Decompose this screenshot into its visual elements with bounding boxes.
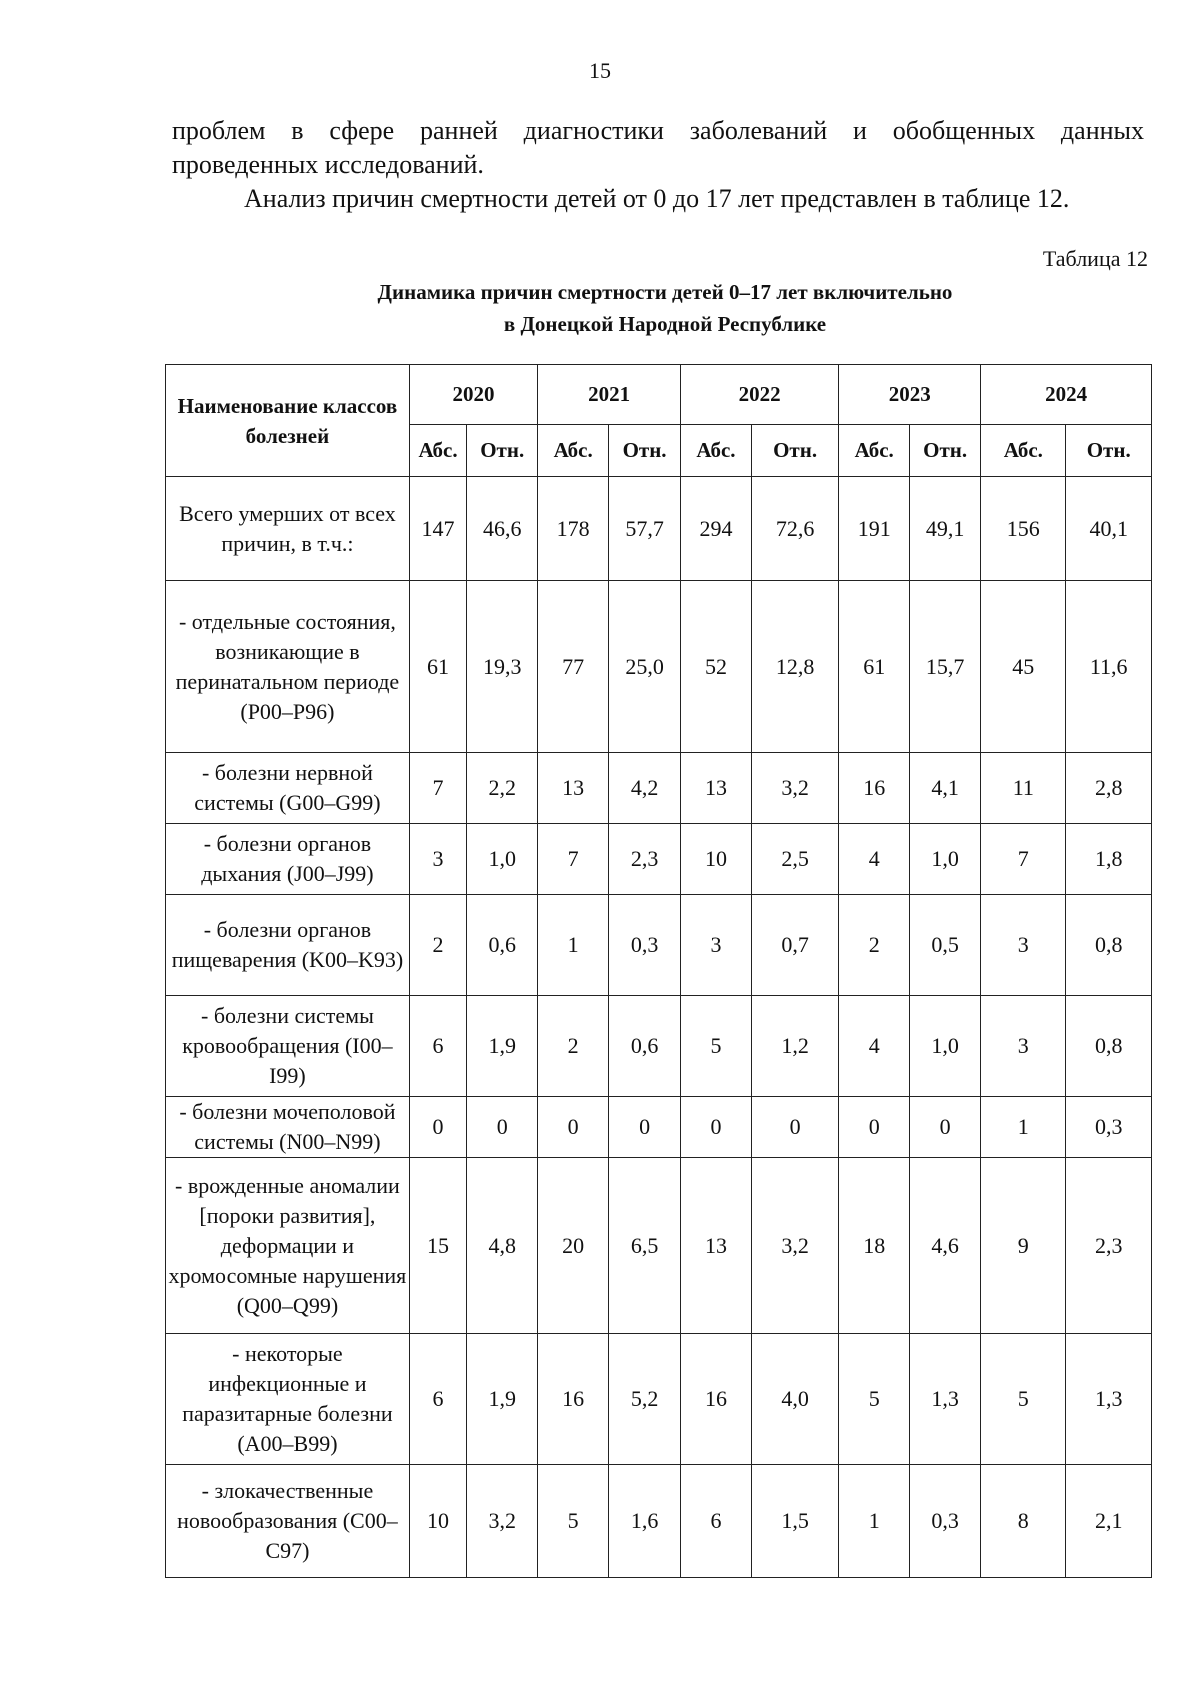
cell-rel-2020: 1,9 bbox=[467, 1334, 538, 1465]
table-title bbox=[0, 276, 1200, 340]
cell-abs-2022: 52 bbox=[681, 581, 752, 753]
cell-abs-2023: 4 bbox=[839, 996, 910, 1097]
cell-abs-2023: 5 bbox=[839, 1334, 910, 1465]
table-row bbox=[166, 1334, 1152, 1465]
cell-rel-2022: 12,8 bbox=[751, 581, 838, 753]
cell-abs-2024: 156 bbox=[981, 477, 1066, 581]
cell-rel-2021: 0 bbox=[609, 1097, 681, 1158]
cell-rel-2024: 2,3 bbox=[1066, 1158, 1152, 1334]
cell-abs-2022: 13 bbox=[681, 753, 752, 824]
cell-abs-2021: 2 bbox=[538, 996, 609, 1097]
cell-rel-2023: 49,1 bbox=[910, 477, 981, 581]
header-rel: Отн. bbox=[1066, 425, 1152, 477]
paragraph-intro-line1: проблем в сфере ранней диагностики заболеваний и обобщенных данных bbox=[172, 116, 1144, 145]
cell-abs-2021: 77 bbox=[538, 581, 609, 753]
cell-rel-2024: 0,3 bbox=[1066, 1097, 1152, 1158]
cell-rel-2020: 1,0 bbox=[467, 824, 538, 895]
cell-abs-2021: 16 bbox=[538, 1334, 609, 1465]
header-rel: Отн. bbox=[609, 425, 681, 477]
row-name: - болезни органов пищеварения (K00–K93) bbox=[166, 895, 410, 996]
cell-rel-2023: 1,3 bbox=[910, 1334, 981, 1465]
cell-abs-2022: 16 bbox=[681, 1334, 752, 1465]
cell-rel-2020: 0,6 bbox=[467, 895, 538, 996]
cell-abs-2024: 9 bbox=[981, 1158, 1066, 1334]
cell-abs-2024: 3 bbox=[981, 895, 1066, 996]
row-name: - болезни мочеполовой системы (N00–N99) bbox=[166, 1097, 410, 1158]
cell-abs-2024: 7 bbox=[981, 824, 1066, 895]
row-name: - некоторые инфекционные и паразитарные болезни (A00–B99) bbox=[166, 1334, 410, 1465]
cell-abs-2020: 61 bbox=[409, 581, 466, 753]
table-row bbox=[166, 895, 1152, 996]
table-row bbox=[166, 1158, 1152, 1334]
table-row bbox=[166, 996, 1152, 1097]
cell-abs-2020: 0 bbox=[409, 1097, 466, 1158]
cell-rel-2022: 3,2 bbox=[751, 753, 838, 824]
cell-abs-2024: 8 bbox=[981, 1465, 1066, 1578]
cell-abs-2021: 178 bbox=[538, 477, 609, 581]
header-year-2021: 2021 bbox=[538, 365, 681, 425]
table-title-line2: в Донецкой Народной Республике bbox=[503, 312, 827, 336]
row-name: - болезни системы кровообращения (I00–I99) bbox=[166, 996, 410, 1097]
cell-rel-2024: 2,1 bbox=[1066, 1465, 1152, 1578]
cell-abs-2024: 3 bbox=[981, 996, 1066, 1097]
cell-rel-2021: 25,0 bbox=[609, 581, 681, 753]
cell-rel-2024: 1,8 bbox=[1066, 824, 1152, 895]
cell-abs-2021: 13 bbox=[538, 753, 609, 824]
cell-rel-2020: 46,6 bbox=[467, 477, 538, 581]
cell-abs-2020: 6 bbox=[409, 1334, 466, 1465]
cell-abs-2023: 16 bbox=[839, 753, 910, 824]
cell-abs-2023: 0 bbox=[839, 1097, 910, 1158]
cell-rel-2023: 0 bbox=[910, 1097, 981, 1158]
cell-rel-2023: 1,0 bbox=[910, 996, 981, 1097]
header-row-years bbox=[166, 365, 1152, 425]
cell-rel-2022: 1,2 bbox=[751, 996, 838, 1097]
cell-abs-2024: 11 bbox=[981, 753, 1066, 824]
cell-rel-2021: 6,5 bbox=[609, 1158, 681, 1334]
cell-rel-2022: 72,6 bbox=[751, 477, 838, 581]
cell-abs-2020: 3 bbox=[409, 824, 466, 895]
cell-abs-2023: 191 bbox=[839, 477, 910, 581]
cell-rel-2024: 1,3 bbox=[1066, 1334, 1152, 1465]
cell-rel-2024: 40,1 bbox=[1066, 477, 1152, 581]
table-title-line1: Динамика причин смертности детей 0–17 лет включительно bbox=[377, 280, 953, 304]
header-abs: Абс. bbox=[681, 425, 752, 477]
table-row bbox=[166, 1465, 1152, 1578]
header-year-2023: 2023 bbox=[839, 365, 981, 425]
cell-rel-2022: 0,7 bbox=[751, 895, 838, 996]
cell-abs-2021: 20 bbox=[538, 1158, 609, 1334]
cell-abs-2020: 7 bbox=[409, 753, 466, 824]
cell-abs-2023: 1 bbox=[839, 1465, 910, 1578]
cell-rel-2020: 0 bbox=[467, 1097, 538, 1158]
row-name: - злокачественные новообразования (C00–C97) bbox=[166, 1465, 410, 1578]
cell-rel-2021: 4,2 bbox=[609, 753, 681, 824]
paragraph-intro-line2: проведенных исследований. bbox=[172, 150, 484, 179]
cell-rel-2023: 0,3 bbox=[910, 1465, 981, 1578]
cell-abs-2024: 1 bbox=[981, 1097, 1066, 1158]
table-row bbox=[166, 753, 1152, 824]
cell-rel-2023: 15,7 bbox=[910, 581, 981, 753]
header-abs: Абс. bbox=[839, 425, 910, 477]
cell-abs-2020: 2 bbox=[409, 895, 466, 996]
row-name: Всего умерших от всех причин, в т.ч.: bbox=[166, 477, 410, 581]
paragraph-table-reference: Анализ причин смертности детей от 0 до 17 лет представлен в таблице 12. bbox=[244, 184, 1070, 213]
header-rel: Отн. bbox=[467, 425, 538, 477]
cell-rel-2022: 0 bbox=[751, 1097, 838, 1158]
table-row bbox=[166, 1097, 1152, 1158]
cell-abs-2023: 61 bbox=[839, 581, 910, 753]
paragraph-intro bbox=[172, 114, 1144, 182]
cell-abs-2020: 147 bbox=[409, 477, 466, 581]
cell-rel-2020: 4,8 bbox=[467, 1158, 538, 1334]
cell-abs-2024: 5 bbox=[981, 1334, 1066, 1465]
cell-abs-2020: 6 bbox=[409, 996, 466, 1097]
cell-rel-2024: 0,8 bbox=[1066, 895, 1152, 996]
cell-rel-2021: 57,7 bbox=[609, 477, 681, 581]
cell-abs-2021: 7 bbox=[538, 824, 609, 895]
cell-abs-2020: 10 bbox=[409, 1465, 466, 1578]
cell-abs-2022: 294 bbox=[681, 477, 752, 581]
table-row bbox=[166, 581, 1152, 753]
cell-rel-2022: 3,2 bbox=[751, 1158, 838, 1334]
header-abs: Абс. bbox=[538, 425, 609, 477]
cell-abs-2021: 5 bbox=[538, 1465, 609, 1578]
row-name: - болезни нервной системы (G00–G99) bbox=[166, 753, 410, 824]
cell-rel-2021: 0,3 bbox=[609, 895, 681, 996]
cell-abs-2023: 2 bbox=[839, 895, 910, 996]
header-abs: Абс. bbox=[409, 425, 466, 477]
cell-rel-2020: 3,2 bbox=[467, 1465, 538, 1578]
cell-rel-2024: 0,8 bbox=[1066, 996, 1152, 1097]
table-row bbox=[166, 477, 1152, 581]
mortality-table bbox=[165, 364, 1152, 1578]
cell-abs-2023: 18 bbox=[839, 1158, 910, 1334]
cell-abs-2022: 6 bbox=[681, 1465, 752, 1578]
cell-abs-2021: 0 bbox=[538, 1097, 609, 1158]
cell-abs-2020: 15 bbox=[409, 1158, 466, 1334]
cell-rel-2020: 19,3 bbox=[467, 581, 538, 753]
cell-rel-2022: 1,5 bbox=[751, 1465, 838, 1578]
header-rel: Отн. bbox=[751, 425, 838, 477]
header-year-2020: 2020 bbox=[409, 365, 537, 425]
cell-rel-2020: 1,9 bbox=[467, 996, 538, 1097]
page-number: 15 bbox=[589, 58, 611, 83]
cell-rel-2021: 2,3 bbox=[609, 824, 681, 895]
cell-rel-2020: 2,2 bbox=[467, 753, 538, 824]
cell-abs-2022: 0 bbox=[681, 1097, 752, 1158]
header-year-2024: 2024 bbox=[981, 365, 1152, 425]
cell-rel-2022: 4,0 bbox=[751, 1334, 838, 1465]
cell-abs-2023: 4 bbox=[839, 824, 910, 895]
cell-rel-2021: 5,2 bbox=[609, 1334, 681, 1465]
row-name: - врожденные аномалии [пороки развития], деформации и хромосомные нарушения (Q00–Q99) bbox=[166, 1158, 410, 1334]
cell-rel-2024: 11,6 bbox=[1066, 581, 1152, 753]
cell-rel-2023: 1,0 bbox=[910, 824, 981, 895]
cell-abs-2022: 5 bbox=[681, 996, 752, 1097]
cell-abs-2022: 10 bbox=[681, 824, 752, 895]
cell-abs-2024: 45 bbox=[981, 581, 1066, 753]
cell-rel-2024: 2,8 bbox=[1066, 753, 1152, 824]
cell-rel-2021: 1,6 bbox=[609, 1465, 681, 1578]
header-abs: Абс. bbox=[981, 425, 1066, 477]
header-rel: Отн. bbox=[910, 425, 981, 477]
row-name: - отдельные состояния, возникающие в перинатальном периоде (P00–P96) bbox=[166, 581, 410, 753]
cell-abs-2022: 13 bbox=[681, 1158, 752, 1334]
header-year-2022: 2022 bbox=[681, 365, 839, 425]
row-name: - болезни органов дыхания (J00–J99) bbox=[166, 824, 410, 895]
table-row bbox=[166, 824, 1152, 895]
cell-rel-2023: 4,6 bbox=[910, 1158, 981, 1334]
cell-abs-2021: 1 bbox=[538, 895, 609, 996]
cell-rel-2023: 4,1 bbox=[910, 753, 981, 824]
cell-rel-2021: 0,6 bbox=[609, 996, 681, 1097]
header-disease-class: Наименование классов болезней bbox=[166, 365, 410, 477]
cell-abs-2022: 3 bbox=[681, 895, 752, 996]
cell-rel-2023: 0,5 bbox=[910, 895, 981, 996]
table-label: Таблица 12 bbox=[1042, 246, 1148, 271]
cell-rel-2022: 2,5 bbox=[751, 824, 838, 895]
